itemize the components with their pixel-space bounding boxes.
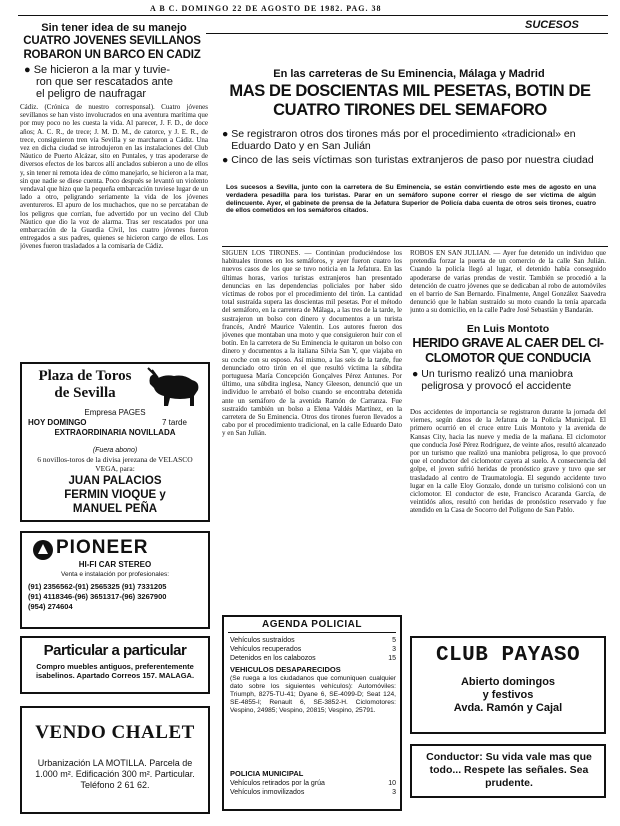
pioneer-dealer: Venta e instalación por profesionales:: [60, 571, 170, 578]
plaza-name-3: MANUEL PEÑA: [72, 503, 158, 515]
municipal-title: POLICIA MUNICIPAL: [230, 769, 304, 778]
section-label: SUCESOS: [525, 19, 579, 31]
plaza-hora: 7 tarde: [162, 418, 187, 427]
right-bullet: [412, 368, 606, 392]
right-title-line-2: CLOMOTOR QUE CONDUCIA: [425, 351, 591, 365]
left-story-body: Cádiz. (Crónica de nuestro corresponsal). Cuatro jóvenes sevillanos se han visto involucrados en una aventura marítima que por muy poco no les cuesta la vida. Al parecer, J. F. D., de doce años; A. C. R., de trece; J. M. D. M., de catorce, y J. E. R., de trece, consiguieron tren vía Sevilla y se marcharon a Cádiz. Una vez en dicha ciudad se introdujeron en las instalaciones del Club Náutico de Puerto Alcázar, sito en Puntales, y tras apoderarse de diversos efectos de los barcos allí anclados subieron a uno de ellos y, sin tener ni remota idea de cómo manejarlo, se hicieron a la mar, sin que nadie se diese cuenta. Poco después se levantó un violento vendaval que hizo que la pequeña embarcación tuviese lugar de un lado a otro, peligrando seriamente la vida de los jóvenes aventureros. El apuro de los muchachos, que no se percataban de los peligros que corrían, fue advertido por un vecino del Club Náutico que dio la voz de alarma. Tras ser rescatados por una embarcación de la Guardia Civil, los cuatro jóvenes fueron entregados a sus padres, quienes se hicieron cargo de ellos. Los jóvenes fueron trasladados a la comisaría de Cádiz.: [20, 103, 208, 251]
agenda-rows: [230, 636, 396, 663]
right-title-line-1: HERIDO GRAVE AL CAER DEL CI-: [412, 336, 604, 350]
agenda-row-value: 15: [388, 655, 396, 662]
bullet-icon: ●: [222, 128, 232, 140]
left-title-line-1: CUATRO JOVENES SEVILLANOS: [23, 35, 201, 47]
agenda-row-label: Vehículos recuperados: [230, 646, 302, 653]
main-title: [214, 82, 606, 120]
section-rule: [206, 33, 608, 34]
main-title-line-2: CUATRO TIRONES DEL SEMAFORO: [273, 101, 547, 119]
page-header: A B C. DOMINGO 22 DE AGOSTO DE 1982. PAG. 38: [150, 4, 382, 13]
pioneer-logo-icon: [32, 539, 54, 561]
left-subhead-bullet: Se hicieron a la mar y tuvie-: [33, 64, 171, 76]
particular-body: Compro muebles antiguos, preferentemente isabelinos. Apartado Correos 157. MALAGA.: [35, 662, 195, 680]
club-line-2: y festivos: [482, 689, 534, 701]
club-line-3: Avda. Ramón y Cajal: [453, 702, 563, 714]
right-title: [406, 336, 610, 366]
pioneer-brand: PIONEER: [56, 537, 149, 558]
municipal-rows: [230, 779, 396, 797]
left-subhead-line-1: ron que ser rescatados ante: [36, 76, 173, 88]
main-kicker: En las carreteras de Su Eminencia, Málaga y Madrid: [273, 68, 545, 80]
chalet-ad: [20, 706, 210, 814]
agenda-row-label: Detenidos en los calabozos: [230, 655, 316, 662]
agenda-title: AGENDA POLICIAL: [262, 619, 362, 630]
chalet-body: Urbanización LA MOTILLA. Parcela de 1.000 m². Edificación 300 m². Particular. Teléfono 2 61 62.: [35, 758, 195, 790]
pioneer-tagline: HI-FI CAR STEREO: [78, 560, 152, 569]
municipal-row-value: 3: [392, 789, 396, 796]
agenda-row-value: 3: [392, 646, 396, 653]
municipal-row-label: Vehículos retirados por la grúa: [230, 780, 325, 787]
main-bullet-2: Cinco de las seis víctimas son turistas extranjeros de paso por nuestra ciudad: [231, 154, 594, 166]
plaza-names: [22, 474, 208, 516]
plaza-event: EXTRAORDINARIA NOVILLADA: [54, 428, 176, 437]
pioneer-phone-2: (91) 4118346-(96) 3651317-(96) 3267900: [28, 592, 167, 601]
bullet-icon: ●: [412, 368, 422, 380]
pioneer-ad: [20, 531, 210, 629]
main-bullet-1: Se registraron otros dos tirones más por el procedimiento «tradicional» en Eduardo Dato y en San Julián: [231, 128, 576, 152]
left-title-line-2: ROBARON UN BARCO EN CADIZ: [23, 49, 201, 61]
plaza-hoy: HOY DOMINGO: [28, 418, 87, 427]
chalet-title: VENDO CHALET: [35, 722, 195, 743]
right-bullet-text: Un turismo realizó una maniobra peligrosa y provocó el accidente: [421, 368, 574, 392]
plaza-toros-ad: [20, 362, 210, 522]
particular-title: Particular a particular: [43, 642, 187, 659]
left-kicker: Sin tener idea de su manejo: [41, 22, 187, 34]
plaza-sub: (Fuera abono): [92, 447, 138, 454]
municipal-row-value: 10: [388, 780, 396, 787]
main-lead: Los sucesos a Sevilla, junto con la carretera de Su Eminencia, se están convirtiendo este mes de agosto en una verdadera pesadilla para los turistas. Parar en un semáforo supone correr el riesgo de ser víctima de algún delincuente. Ayer, el gabinete de prensa de la Jefatura Superior de Policía daba cuenta de otros seis tirones, cuatro de ellos cometidos en los semáforos citados.: [226, 184, 596, 215]
club-lines: [412, 676, 604, 715]
agenda-policial: [222, 615, 402, 811]
agenda-row-value: 5: [392, 637, 396, 644]
main-bullets: [222, 128, 604, 166]
plaza-name-1: JUAN PALACIOS: [68, 475, 162, 487]
plaza-title-line-2: de Sevilla: [54, 385, 116, 401]
plaza-title: [30, 368, 140, 402]
plaza-desc: 6 novillos-toros de la divisa jerezana de VELASCO VEGA, para:: [37, 455, 193, 473]
plaza-empresa: Empresa PAGES: [84, 408, 146, 417]
particular-ad: [20, 636, 210, 694]
conductor-text: Conductor: Su vida vale mas que todo... Respete las señales. Sea prudente.: [426, 751, 592, 789]
agenda-row-label: Vehículos sustraídos: [230, 637, 295, 644]
municipal-row-label: Vehículos inmovilizados: [230, 789, 305, 796]
conductor-ad: [410, 744, 606, 798]
left-title: [18, 34, 206, 62]
right-kicker: En Luis Montoto: [466, 323, 550, 335]
plaza-title-line-1: Plaza de Toros: [38, 368, 132, 384]
left-subhead: [24, 64, 209, 100]
club-title: CLUB PAYASO: [435, 644, 581, 667]
right-story-body: Dos accidentes de importancia se registraron durante la jornada del viernes, según datos de la Jefatura de la Policía Municipal. El primero ocurrió en el cruce entre Luis Montoto y la avenida de Kansas City, hacia las nueve y media de la mañana. El ciclomotor que conducía José Pérez Rodríguez, de veinte años, resultó alcanzado por un turismo que realizó una maniobra peligrosa, lo que provocó que el conductor del ciclomotor cayera al suelo. A consecuencia del golpe, el joven sufrió heridas de pronóstico grave y tuvo que ser trasladado al centro de Traumatología. El segundo accidente tuvo lugar en la calle Eloy Gonzalo, donde un turismo colisionó con un ciclomotor. El conductor de este, Francisco Acaranda García, de veintidós años, resultó con heridas de pronóstico reservado y fue atendido en la Casa de Socorro del Polígono de San Pablo.: [410, 408, 606, 515]
bull-silhouette-icon: [144, 366, 204, 410]
main-title-line-1: MAS DE DOSCIENTAS MIL PESETAS, BOTIN DE: [229, 82, 591, 100]
bullet-icon: ●: [222, 154, 232, 166]
main-col-1: SIGUEN LOS TIRONES. — Continúan produciéndose los habituales tirones en los semáforos, y ayer fueron cuatro los nuevos casos de los que se tuvo noticia en la Jefatura. En las últimas horas, varios turistas extranjeros han presentado denuncias en las dependencias policiales por haber sido víctimas de robos por el procedimiento del tirón. La cantidad total sustraída supera las doscientas mil pesetas. Por el método del semáforo, en la carretera de Málaga, a las tres de la tarde, le sustrajeron un bolso con dinero y documentos a un turista francés, André Maurice Valentin. Los autores fueron dos jóvenes que montaban una moto y que consiguieron huir con el botín. En la carretera de Su Eminencia le quitaron un bolso con dinero y documentos a la italiana Silvia San Y, que viajaba en su coche con su esposo. Así mismo, a las seis de la tarde, fue denunciado otro tirón en el que resultó víctima la súbdita portuguesa María Concepción Gonçalves Pérez Antunes. Por último, una súbdita inglesa, Nancy Gleeson, denunció que un individuo le arrebató el bolso cuando se encontraba detenida ante un semáforo de la avenida Ramón de Carranza. Fue sustraído también un bolso a Elena Valdés Martínez, en la carretera de Su Eminencia. Otros dos tirones fueron llevados a cabo por el procedimiento tradicional, en la calle Eduardo Dato y en San Julián.: [222, 249, 402, 438]
desaparecidos-body: (Se ruega a los ciudadanos que comuniquen cualquier dato sobre los siguientes vehículos): Automóviles: Triumph, 8275-TU-41; Dyane 6, SE-4099-D; Seat 124, SE-4855-I; Renault 6, SE-3852-H. Ciclomotores: Vespino, 24985; Vespino, 20815; Vespino, 25791.: [230, 675, 396, 714]
club-line-1: Abierto domingos: [460, 676, 556, 688]
pioneer-phone-3: (954) 274604: [28, 602, 73, 611]
main-col-2: ROBOS EN SAN JULIAN. — Ayer fue detenido un individuo que pretendía forzar la puerta de un comercio de la calle San Julián. Cuando la policía llegó al lugar, el detenido había conseguido apoderarse de varias prendas de vestir. También se procedió a la detención de cuatro jóvenes que se dedicaban al robo de automóviles en el barrio de San Bernardo. Finalmente, Angel González Saavedra denunció que le habían sustraído su moto cuando la tenía aparcada junto a su domicilio, en la calle Padre José Sebastián y Bandarán.: [410, 249, 606, 315]
plaza-name-2: FERMIN VIOQUE y: [64, 489, 166, 501]
bullet-icon: ●: [24, 64, 34, 76]
desaparecidos-title: VEHICULOS DESAPARECIDOS: [230, 665, 341, 674]
agenda-rule: [228, 632, 396, 633]
club-payaso-ad: [410, 636, 606, 734]
pioneer-phones: [28, 582, 204, 612]
pioneer-phone-1: (91) 2356562-(91) 2565325 (91) 7331205: [28, 582, 167, 591]
left-subhead-line-2: el peligro de naufragar: [36, 88, 147, 100]
main-lead-rule: [222, 246, 608, 247]
header-rule: [18, 15, 608, 16]
